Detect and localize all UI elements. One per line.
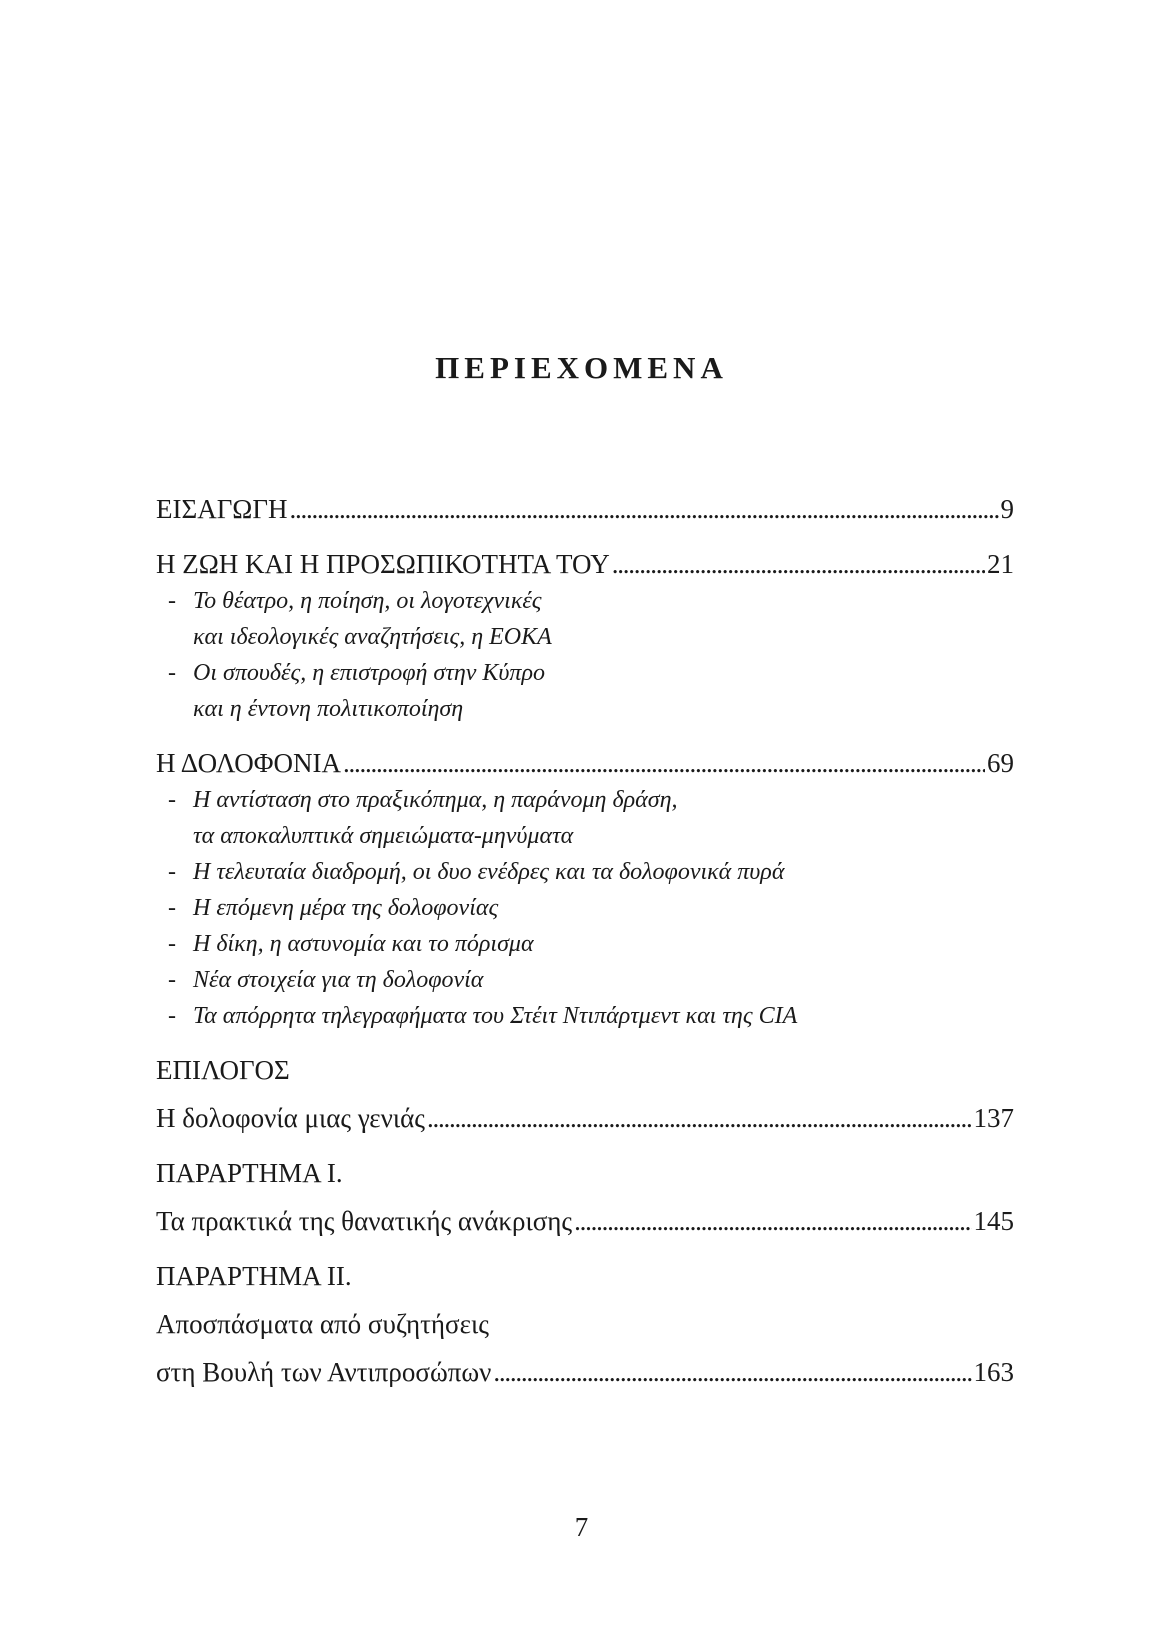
toc-entry-epilogue: [156, 1100, 1014, 1137]
toc-entry-murder: [156, 745, 1014, 782]
leader-dots: [612, 546, 985, 583]
toc-subentry: [156, 655, 1014, 691]
toc-entry-page: 9: [1000, 494, 1014, 524]
toc-subentry: [156, 926, 1014, 962]
toc-entry-page: 145: [973, 1206, 1014, 1236]
leader-dots: [574, 1203, 971, 1240]
toc-section-heading-appendix-1: ΠΑΡΑΡΤΗΜΑ Ι.: [156, 1158, 343, 1188]
subentry-text: Το θέατρο, η ποίηση, οι λογοτεχνικές: [193, 588, 542, 614]
toc-entry-page: 69: [987, 748, 1014, 778]
subentry-text: Η επόμενη μέρα της δολοφονίας: [193, 895, 499, 921]
toc-subentry-continued: και ιδεολογικές αναζητήσεις, η ΕΟΚΑ: [193, 624, 552, 650]
leader-dots: [289, 491, 998, 528]
toc-subentry: [156, 854, 1014, 890]
toc-subentry: [156, 583, 1014, 619]
leader-dots: [427, 1100, 972, 1137]
toc-entry-label: Η ΖΩΗ ΚΑΙ Η ΠΡΟΣΩΠΙΚΟΤΗΤΑ ΤΟΥ: [156, 549, 610, 579]
page-number: 7: [574, 1512, 589, 1542]
toc-subentry-continued: και η έντονη πολιτικοποίηση: [193, 696, 464, 722]
toc-subentry: [156, 962, 1014, 998]
toc-section-heading-epilogue: ΕΠΙΛΟΓΟΣ: [156, 1055, 290, 1085]
toc-section-heading-appendix-2: ΠΑΡΑΡΤΗΜΑ ΙΙ.: [156, 1261, 352, 1291]
toc-entry-label-line: Αποσπάσματα από συζητήσεις: [156, 1309, 489, 1339]
dash-marker: -: [168, 859, 176, 885]
toc-entry-intro: [156, 491, 1014, 528]
dash-marker: -: [168, 1003, 176, 1029]
toc-entry-appendix-1: [156, 1203, 1014, 1240]
toc-entry-label: Η ΔΟΛΟΦΟΝΙΑ: [156, 748, 342, 778]
toc-entry-page: 137: [973, 1103, 1014, 1133]
leader-dots: [343, 745, 985, 782]
toc-entry-label: Η δολοφονία μιας γενιάς: [156, 1103, 425, 1133]
subentry-text: Η δίκη, η αστυνομία και το πόρισμα: [193, 931, 534, 957]
toc-entry-page: 163: [973, 1357, 1014, 1387]
dash-marker: -: [168, 787, 176, 813]
toc-entry-life: [156, 546, 1014, 583]
table-of-contents: [156, 491, 1014, 1391]
dash-marker: -: [168, 895, 176, 921]
page-title: ΠΕΡΙΕΧΟΜΕΝΑ: [435, 350, 728, 385]
dash-marker: -: [168, 931, 176, 957]
toc-subentry: [156, 782, 1014, 818]
leader-dots: [493, 1354, 971, 1391]
toc-subentry: [156, 890, 1014, 926]
subentry-text: Τα απόρρητα τηλεγραφήματα του Στέιτ Ντιπάρτμεντ και της CIA: [193, 1003, 798, 1029]
toc-entry-appendix-2: [156, 1354, 1014, 1391]
subentry-text: Οι σπουδές, η επιστροφή στην Κύπρο: [193, 660, 545, 686]
dash-marker: -: [168, 967, 176, 993]
toc-subentry-continued: τα αποκαλυπτικά σημειώματα-μηνύματα: [193, 823, 574, 849]
toc-entry-label: στη Βουλή των Αντιπροσώπων: [156, 1357, 492, 1387]
subentry-text: Νέα στοιχεία για τη δολοφονία: [193, 967, 484, 993]
toc-entry-page: 21: [987, 549, 1014, 579]
toc-entry-label: Τα πρακτικά της θανατικής ανάκρισης: [156, 1206, 573, 1236]
toc-entry-label: ΕΙΣΑΓΩΓΗ: [156, 494, 288, 524]
dash-marker: -: [168, 588, 176, 614]
toc-subentry: [156, 998, 1014, 1034]
dash-marker: -: [168, 660, 176, 686]
subentry-text: Η αντίσταση στο πραξικόπημα, η παράνομη δράση,: [193, 787, 678, 813]
subentry-text: Η τελευταία διαδρομή, οι δυο ενέδρες και τα δολοφονικά πυρά: [193, 859, 785, 885]
